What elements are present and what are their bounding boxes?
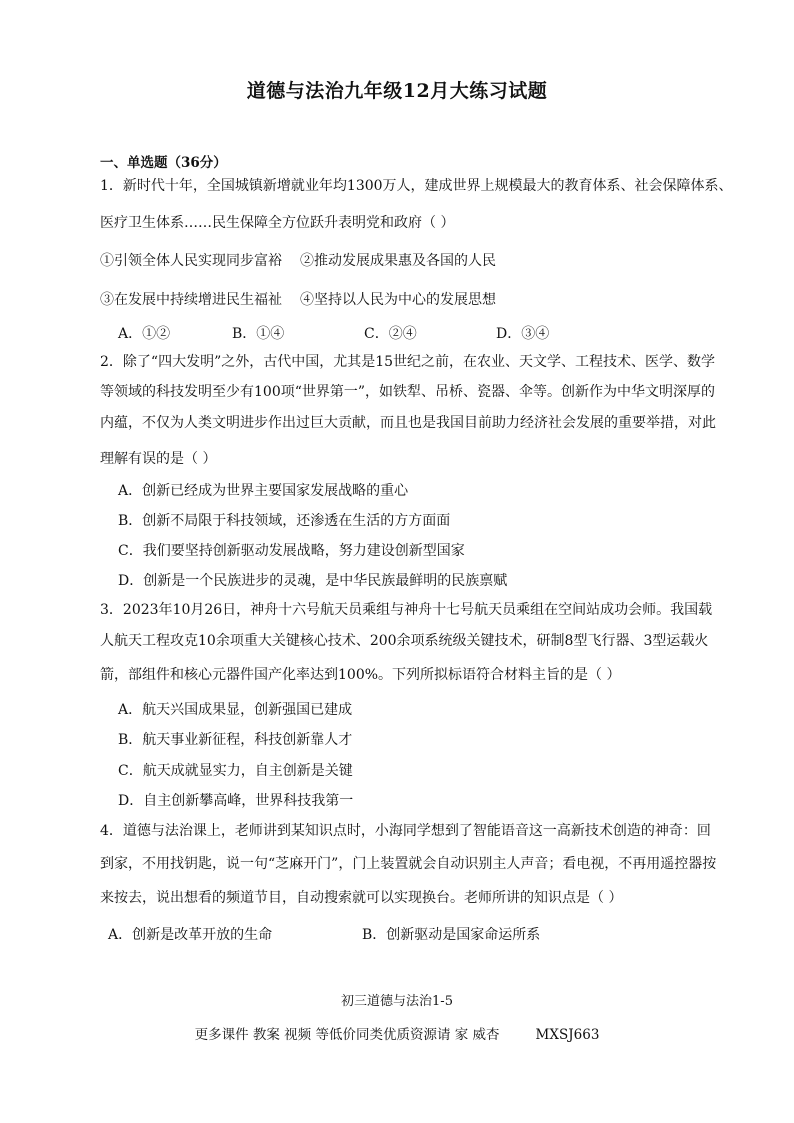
q3-option-a: A．航天兴国成果显，创新强国已建成: [118, 702, 353, 718]
q1-statement-4: ④坚持以人民为中心的发展思想: [300, 292, 496, 308]
q4-option-a: A．创新是改革开放的生命: [108, 927, 273, 943]
q3-option-d: D．自主创新攀高峰，世界科技我第一: [118, 793, 354, 809]
q2-stem-line-1: 2．除了“四大发明”之外，古代中国，尤其是15世纪之前，在农业、天文学、工程技术、医学、数学: [100, 354, 716, 370]
q3-option-b: B．航天事业新征程，科技创新靠人才: [118, 732, 353, 748]
q2-option-b: B．创新不局限于科技领域，还渗透在生活的方方面面: [118, 513, 451, 529]
q1-statement-3: ③在发展中持续增进民生福祉: [100, 292, 282, 308]
q1-stem-line-1: 1．新时代十年，全国城镇新增就业年均1300万人，建成世界上规模最大的教育体系、社会保障体系、: [100, 178, 733, 194]
q1-statement-1: ①引领全体人民实现同步富裕: [100, 253, 282, 269]
q2-option-a: A．创新已经成为世界主要国家发展战略的重心: [118, 483, 409, 499]
watermark-code: MXSJ663: [535, 1027, 600, 1043]
q1-option-c: C．②④: [364, 326, 417, 342]
page-title: 道德与法治九年级12月大练习试题: [246, 80, 548, 102]
q4-stem-line-2: 到家，不用找钥匙，说一句“芝麻开门”，门上装置就会自动识别主人声音；看电视，不再用遥控器按: [100, 856, 717, 872]
q2-stem-line-3: 内蕴，不仅为人类文明进步作出过巨大贡献，而且也是我国目前助力经济社会发展的重要举措，对此: [100, 415, 716, 431]
q2-stem-line-2: 等领域的科技发明至少有100项“世界第一”，如铁犁、吊桥、瓷器、伞等。创新作为中华文明深厚的: [100, 384, 716, 400]
q2-stem-line-4: 理解有误的是（ ）: [100, 451, 217, 467]
q2-option-c: C．我们要坚持创新驱动发展战略，努力建设创新型国家: [118, 543, 465, 559]
q1-option-a: A．①②: [118, 326, 171, 342]
page-footer: 初三道德与法治1-5: [341, 994, 453, 1009]
q4-option-b: B．创新驱动是国家命运所系: [362, 927, 541, 943]
resource-watermark: [0, 1023, 794, 1043]
q3-stem-line-2: 人航天工程攻克10余项重大关键核心技术、200余项系统级关键技术，研制8型飞行器、3型运载火: [100, 633, 709, 649]
q4-stem-line-1: 4．道德与法治课上，老师讲到某知识点时，小海同学想到了智能语音这一高新技术创造的神奇：回: [100, 823, 711, 839]
q1-option-d: D．③④: [496, 326, 550, 342]
q3-option-c: C．航天成就显实力，自主创新是关键: [118, 763, 353, 779]
q1-option-b: B．①④: [232, 326, 285, 342]
watermark-text: 更多课件 教案 视频 等低价同类优质资源请 家 威杏: [194, 1027, 500, 1043]
section-heading: 一、单选题（36分）: [100, 155, 227, 171]
q3-stem-line-1: 3．2023年10月26日，神舟十六号航天员乘组与神舟十七号航天员乘组在空间站成功会师。我国载: [100, 602, 713, 618]
q4-stem-line-3: 来按去，说出想看的频道节目，自动搜索就可以实现换台。老师所讲的知识点是（ ）: [100, 890, 623, 906]
q2-option-d: D．创新是一个民族进步的灵魂，是中华民族最鲜明的民族禀赋: [118, 573, 508, 589]
q1-statement-2: ②推动发展成果惠及各国的人民: [300, 253, 496, 269]
q3-stem-line-3: 箭，部组件和核心元器件国产化率达到100%。下列所拟标语符合材料主旨的是（ ）: [100, 667, 621, 683]
q1-stem-line-2: 医疗卫生体系……民生保障全方位跃升表明党和政府（ ）: [100, 215, 455, 231]
